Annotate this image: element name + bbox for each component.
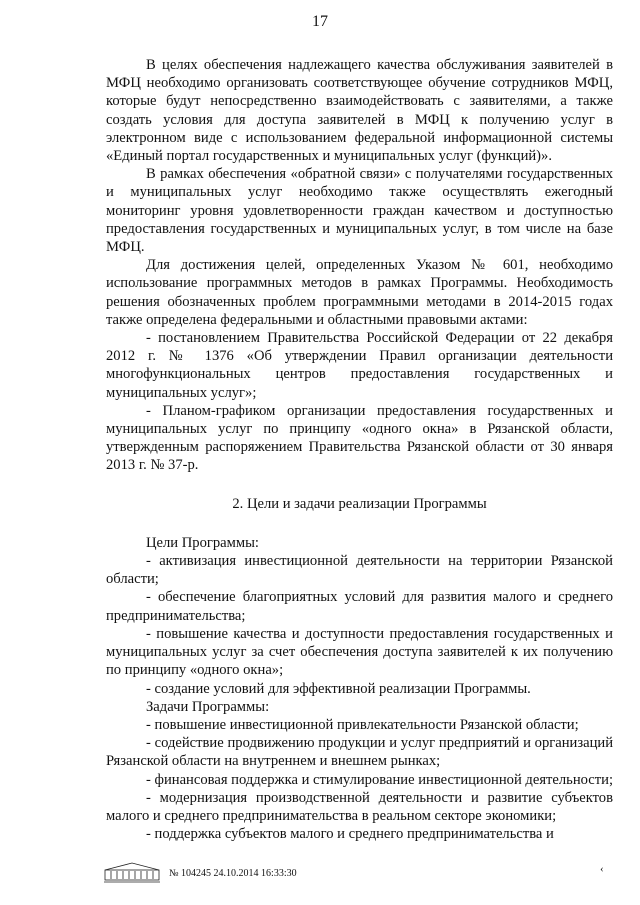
document-footer <box>103 862 297 884</box>
list-item: - поддержка субъектов малого и среднего предпринимательства и <box>146 826 554 843</box>
corner-mark: ‹ <box>600 863 604 875</box>
document-body <box>106 56 613 843</box>
section-heading: 2. Цели и задачи реализации Программы <box>232 495 487 512</box>
list-item: - содействие продвижению продукции и услуг предприятий и организаций Рязанской области на внутреннем и внешнем рынках; <box>106 735 613 770</box>
list-item: - постановлением Правительства Российской Федерации от 22 декабря 2012 г. № 1376 «Об утверждении Правил организации деятельности многофункциональных центров предоставления государственных и муниципальных услуг»; <box>106 330 613 401</box>
list-item: - Планом-графиком организации предоставления государственных и муниципальных услуг по принципу «одного окна» в Рязанской области, утвержденным распоряжением Правительства Рязанской области от 30 января 2013 г. № 37-р. <box>106 402 613 474</box>
paragraph: В рамках обеспечения «обратной связи» с получателями государственных и муниципальных услуг необходимо также осуществлять ежегодный мониторинг уровня удовлетворенности граждан качеством и доступностью предоставления государственных и муниципальных услуг, в том числе на базе МФЦ. <box>106 166 613 256</box>
paragraph: Для достижения целей, определенных Указом № 601, необходимо использование программных методов в рамках Программы. Необходимость решения обозначенных проблем программными методами в 2014-2015 годах также определена федеральными и областными правовыми актами: <box>106 257 613 328</box>
paragraph: В целях обеспечения надлежащего качества обслуживания заявителей в МФЦ необходимо организовать соответствующее обучение сотрудников МФЦ, которые будут непосредственно взаимодействовать с заявителями, а также создать условия для доступа заявителей в МФЦ к получению услуг в электронном виде с использованием федеральной информационной системы «Единый портал государственных и муниципальных услуг (функций)». <box>106 57 613 165</box>
list-item: - повышение качества и доступности предоставления государственных и муниципальных услуг за счет обеспечения доступа заявителей к их получению по принципу «одного окна»; <box>106 625 613 679</box>
list-item: - обеспечение благоприятных условий для развития малого и среднего предпринимательства; <box>106 589 613 624</box>
page-number: 17 <box>312 13 328 30</box>
list-item: - модернизация производственной деятельности и развитие субъектов малого и среднего предпринимательства в реальном секторе экономики; <box>106 789 613 824</box>
list-item: - финансовая поддержка и стимулирование инвестиционной деятельности; <box>146 771 614 788</box>
list-item: - создание условий для эффективной реализации Программы. <box>146 680 531 697</box>
building-stamp-icon <box>103 862 161 884</box>
list-item: - повышение инвестиционной привлекательности Рязанской области; <box>146 716 579 733</box>
tasks-label: Задачи Программы: <box>146 698 270 715</box>
document-id: № 104245 24.10.2014 16:33:30 <box>169 867 297 879</box>
list-item: - активизация инвестиционной деятельности на территории Рязанской области; <box>106 553 613 588</box>
goals-label: Цели Программы: <box>146 534 259 551</box>
